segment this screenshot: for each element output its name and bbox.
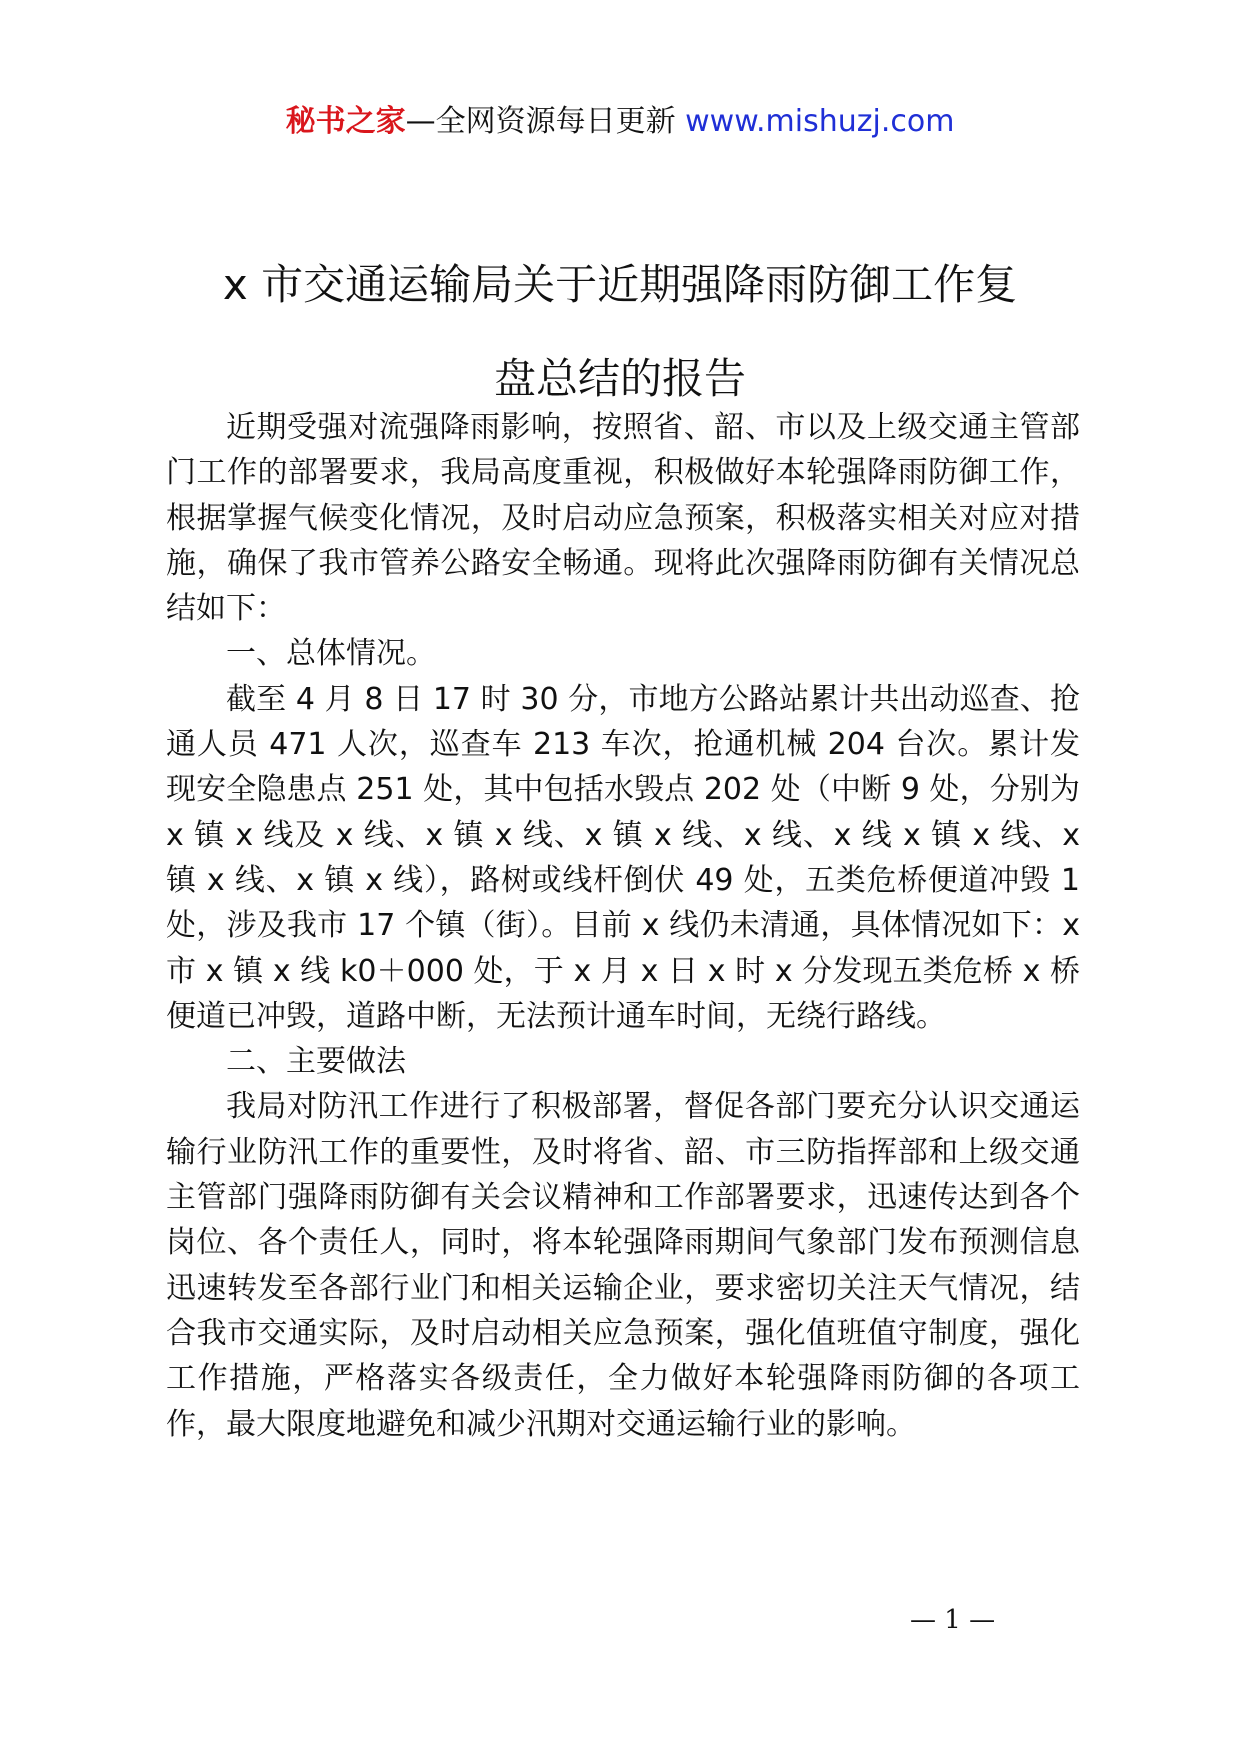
site-url-link[interactable]: www.mishuzj.com: [685, 104, 955, 139]
document-title: [0, 238, 1240, 426]
section-heading-measures: 二、主要做法: [226, 1044, 406, 1080]
document-body: [166, 405, 1080, 1447]
site-brand: 秘书之家: [285, 104, 406, 139]
site-header: [0, 100, 1240, 144]
title-line-2: 盘总结的报告: [493, 354, 746, 403]
page-number: — 1 —: [910, 1605, 996, 1635]
intro-paragraph: 近期受强对流强降雨影响，按照省、韶、市以及上级交通主管部门工作的部署要求，我局高度重视，积极做好本轮强降雨防御工作，根据掌握气候变化情况，及时启动应急预案，积极落实相关对应对措施，确保了我市管养公路安全畅通。现将此次强降雨防御有关情况总结如下：: [166, 410, 1080, 627]
overview-paragraph: 截至 4 月 8 日 17 时 30 分，市地方公路站累计共出动巡查、抢通人员 471 人次，巡查车 213 车次，抢通机械 204 台次。累计发现安全隐患点 251 处，其中包括水毁点 202 处（中断 9 处，分别为 x 镇 x 线及 x 线、x 镇 x 线、x 镇 x 线、x 线、x 线 x 镇 x 线、x 镇 x 线、x 镇 x 线），路树或线杆倒伏 49 处，五类危桥便道冲毁 1 处，涉及我市 17 个镇（街）。目前 x 线仍未清通，具体情况如下：x 市 x 镇 x 线 k0＋000 处，于 x 月 x 日 x 时 x 分发现五类危桥 x 桥便道已冲毁，道路中断，无法预计通车时间，无绕行路线。: [166, 681, 1080, 1034]
site-tagline: —全网资源每日更新: [405, 104, 676, 139]
measures-paragraph: 我局对防汛工作进行了积极部署，督促各部门要充分认识交通运输行业防汛工作的重要性，及时将省、韶、市三防指挥部和上级交通主管部门强降雨防御有关会议精神和工作部署要求，迅速传达到各个岗位、各个责任人，同时，将本轮强降雨期间气象部门发布预测信息迅速转发至各部行业门和相关运输企业，要求密切关注天气情况，结合我市交通实际，及时启动相关应急预案，强化值班值守制度，强化工作措施，严格落实各级责任，全力做好本轮强降雨防御的各项工作，最大限度地避免和减少汛期对交通运输行业的影响。: [166, 1089, 1080, 1442]
title-line-1: x 市交通运输局关于近期强降雨防御工作复: [222, 260, 1018, 309]
section-heading-overview: 一、总体情况。: [226, 636, 436, 672]
